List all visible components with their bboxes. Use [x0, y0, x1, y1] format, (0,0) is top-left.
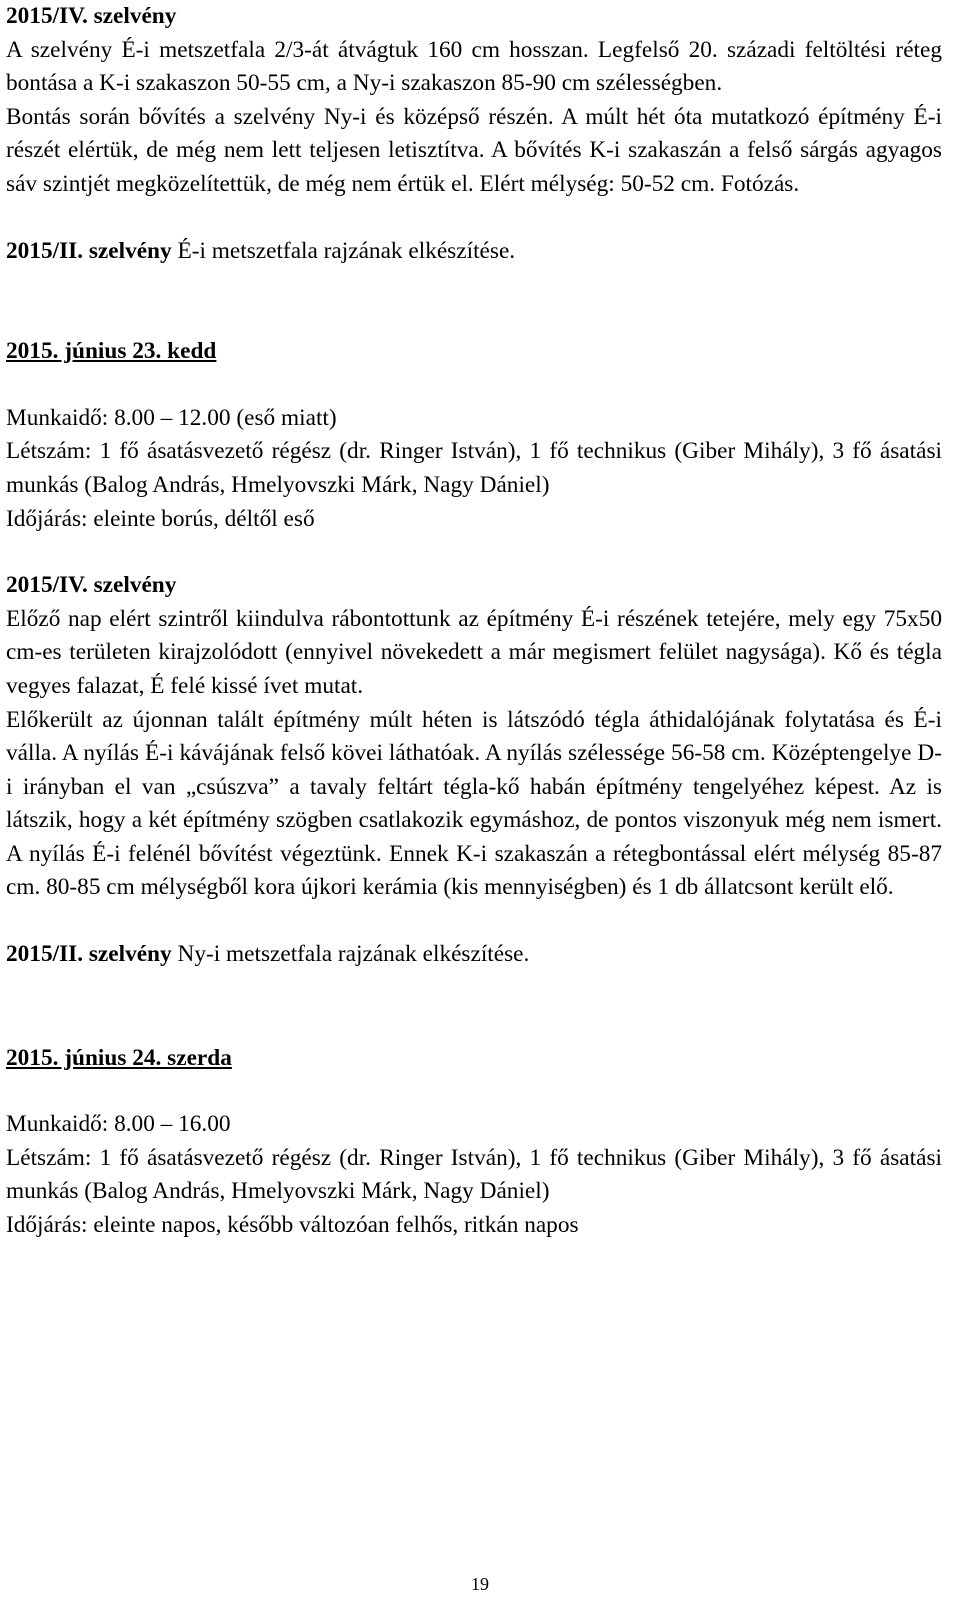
worktime-line: Munkaidő: 8.00 – 12.00 (eső miatt) — [6, 404, 337, 431]
section-heading: 2015/II. szelvény — [6, 237, 172, 264]
section-line — [6, 938, 942, 972]
weather-line: Időjárás: eleinte borús, déltől eső — [6, 505, 315, 532]
section-text: É-i metszetfala rajzának elkészítése. — [171, 237, 516, 264]
spacer — [6, 905, 942, 938]
staff-line: Létszám: 1 fő ásatásvezető régész (dr. Ringer István), 1 fő technikus (Giber Mihály), 3 fő ásatási munkás (Balog András, Hmelyovszki Márk, Nagy Dániel) — [6, 1144, 942, 1205]
section-heading: 2015/IV. szelvény — [6, 3, 177, 29]
paragraph: Bontás során bővítés a szelvény Ny-i és középső részén. A múlt hét óta mutatkozó építmény É-i részét elértük, de még nem lett teljesen letisztítva. A bővítés K-i szakaszán a felső sárgás agyagos sáv szintjét megközelítettük, de még nem értük el. Elért mélység: 50-52 cm. Fotózás. — [6, 103, 942, 197]
date-heading: 2015. június 23. kedd — [6, 338, 217, 365]
date-heading: 2015. június 24. szerda — [6, 1044, 232, 1071]
document-page — [6, 0, 942, 1243]
spacer — [6, 1075, 942, 1108]
section-line — [6, 235, 942, 269]
weather-line: Időjárás: eleinte napos, később változóan felhős, ritkán napos — [6, 1212, 579, 1239]
spacer — [6, 972, 942, 1042]
staff-line: Létszám: 1 fő ásatásvezető régész (dr. Ringer István), 1 fő technikus (Giber Mihály), 3 fő ásatási munkás (Balog András, Hmelyovszki Márk, Nagy Dániel) — [6, 438, 942, 498]
spacer — [6, 202, 942, 235]
paragraph: Előző nap elért szintről kiindulva rábontottunk az építmény É-i részének tetejére, mely egy 75x50 cm-es területen kirajzolódott (ennyivel növekedett a már megismert felület nagysága). Kő és tégla vegyes falazat, É felé kissé ívet mutat. — [6, 605, 942, 699]
page-number: 19 — [471, 1574, 489, 1594]
section-heading: 2015/II. szelvény — [6, 941, 172, 968]
spacer — [6, 536, 942, 569]
paragraph: Előkerült az újonnan talált építmény múlt héten is látszódó tégla áthidalójának folytatása és É-i válla. A nyílás É-i kávájának felső kövei láthatóak. A nyílás szélessége 56-58 cm. Középtengelye D-i irányban el van „csúszva” a tavaly feltárt tégla-kő habán építmény tengelyéhez képest. Az is látszik, hogy a két építmény szögben csatlakozik egymáshoz, de pontos viszonyuk még nem ismert. A nyílás É-i felénél bővítést végeztünk. Ennek K-i szakaszán a rétegbontással elért mélység 85-87 cm. 80-85 cm mélységből kora újkori kerámia (kis mennyiségben) és 1 db állatcsont került elő. — [6, 706, 942, 901]
section-heading: 2015/IV. szelvény — [6, 572, 177, 599]
paragraph: A szelvény É-i metszetfala 2/3-át átvágtuk 160 cm hosszan. Legfelső 20. századi feltöltési réteg bontása a K-i szakaszon 50-55 cm, a Ny-i szakaszon 85-90 cm szélességben. — [6, 36, 942, 97]
spacer — [6, 369, 942, 402]
section-text: Ny-i metszetfala rajzának elkészítése. — [171, 941, 530, 968]
worktime-line: Munkaidő: 8.00 – 16.00 — [6, 1111, 231, 1138]
spacer — [6, 268, 942, 335]
